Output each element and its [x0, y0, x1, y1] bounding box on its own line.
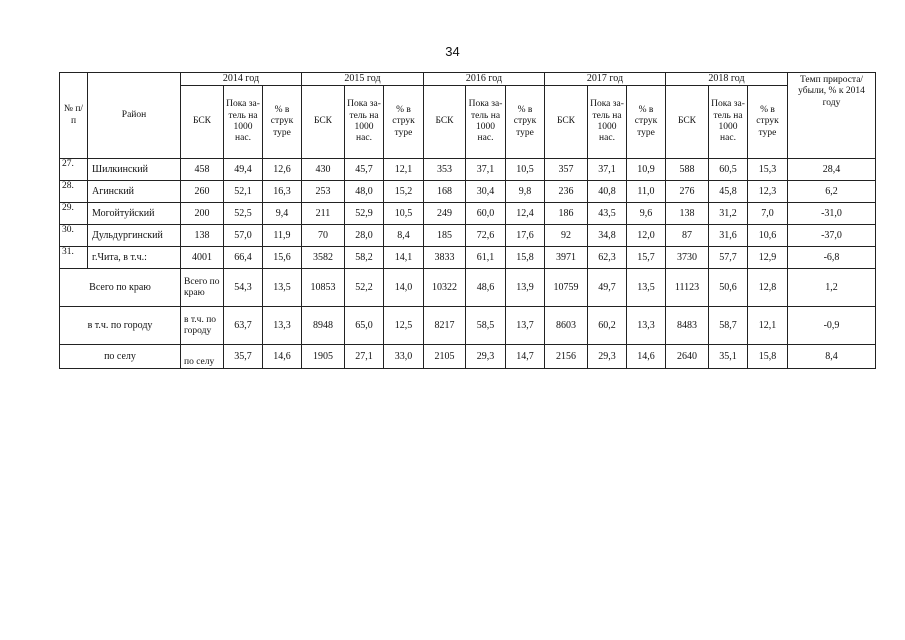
- table-cell: 9,6: [627, 203, 666, 225]
- table-cell: 37,1: [588, 159, 627, 181]
- growth-cell: -6,8: [788, 247, 876, 269]
- table-cell: 12,1: [384, 159, 424, 181]
- table-cell: 28,0: [345, 225, 384, 247]
- table-cell: 52,1: [224, 181, 263, 203]
- table-cell: 10759: [545, 269, 588, 307]
- table-cell: 3971: [545, 247, 588, 269]
- growth-cell: -0,9: [788, 307, 876, 345]
- table-cell: 8603: [545, 307, 588, 345]
- table-cell: 8217: [424, 307, 466, 345]
- district-name: Шилкинский: [88, 159, 181, 181]
- table-cell: 14,7: [506, 345, 545, 369]
- header-growth: Темп прироста/ убыли, % к 2014 году: [788, 73, 876, 159]
- table-cell: 57,0: [224, 225, 263, 247]
- table-cell: 52,9: [345, 203, 384, 225]
- table-cell: 17,6: [506, 225, 545, 247]
- table-cell: 15,7: [627, 247, 666, 269]
- table-cell: 33,0: [384, 345, 424, 369]
- header-num: № п/п: [60, 73, 88, 159]
- table-cell: 48,6: [466, 269, 506, 307]
- table-cell: 14,6: [263, 345, 302, 369]
- growth-cell: -37,0: [788, 225, 876, 247]
- table-cell: 15,6: [263, 247, 302, 269]
- table-cell: 253: [302, 181, 345, 203]
- table-row: [60, 203, 876, 225]
- table-cell: 13,3: [263, 307, 302, 345]
- table-cell: 12,8: [748, 269, 788, 307]
- table-cell: 260: [181, 181, 224, 203]
- table-cell: 138: [181, 225, 224, 247]
- table-cell: 8948: [302, 307, 345, 345]
- table-cell: 11,9: [263, 225, 302, 247]
- table-cell: 37,1: [466, 159, 506, 181]
- header-indicator: Пока за- тель на 1000 нас.: [345, 86, 384, 159]
- table-cell: 200: [181, 203, 224, 225]
- page-number: 34: [445, 44, 460, 59]
- table-cell: 70: [302, 225, 345, 247]
- aggregate-sublabel: в т.ч. по городу: [181, 307, 224, 345]
- table-cell: 430: [302, 159, 345, 181]
- table-cell: 16,3: [263, 181, 302, 203]
- table-cell: 92: [545, 225, 588, 247]
- header-year-2016: 2016 год: [424, 73, 545, 86]
- district-name: Дульдургинский: [88, 225, 181, 247]
- header-indicator: Пока за- тель на 1000 нас.: [466, 86, 506, 159]
- aggregate-sublabel: по селу: [181, 345, 224, 369]
- table-cell: 58,7: [709, 307, 748, 345]
- header-pct: % в струк туре: [748, 86, 788, 159]
- table-cell: 7,0: [748, 203, 788, 225]
- table-row: [60, 159, 876, 181]
- header-year-2014: 2014 год: [181, 73, 302, 86]
- header-bsk: БСК: [666, 86, 709, 159]
- header-bsk: БСК: [181, 86, 224, 159]
- table-cell: 31,6: [709, 225, 748, 247]
- growth-cell: 28,4: [788, 159, 876, 181]
- table-cell: 58,2: [345, 247, 384, 269]
- table-cell: 11,0: [627, 181, 666, 203]
- table-cell: 45,8: [709, 181, 748, 203]
- table-cell: 60,2: [588, 307, 627, 345]
- aggregate-sublabel: Всего по краю: [181, 269, 224, 307]
- table-cell: 13,5: [627, 269, 666, 307]
- table-cell: 13,9: [506, 269, 545, 307]
- table-cell: 9,4: [263, 203, 302, 225]
- table-cell: 62,3: [588, 247, 627, 269]
- aggregate-label: по селу: [60, 345, 181, 369]
- table-cell: 276: [666, 181, 709, 203]
- table-cell: 15,8: [748, 345, 788, 369]
- table-row: [60, 225, 876, 247]
- header-year-2015: 2015 год: [302, 73, 424, 86]
- table-cell: 12,0: [627, 225, 666, 247]
- aggregate-label: в т.ч. по городу: [60, 307, 181, 345]
- table-cell: 65,0: [345, 307, 384, 345]
- table-cell: 52,2: [345, 269, 384, 307]
- growth-cell: 1,2: [788, 269, 876, 307]
- table-cell: 236: [545, 181, 588, 203]
- table-cell: 2156: [545, 345, 588, 369]
- table-cell: 185: [424, 225, 466, 247]
- table-cell: 12,6: [263, 159, 302, 181]
- table-cell: 35,7: [224, 345, 263, 369]
- growth-cell: -31,0: [788, 203, 876, 225]
- header-pct: % в струк туре: [384, 86, 424, 159]
- aggregate-row: [60, 307, 876, 345]
- table-cell: 14,1: [384, 247, 424, 269]
- row-number: 30.: [60, 225, 88, 247]
- table-cell: 10,5: [384, 203, 424, 225]
- table-cell: 10,9: [627, 159, 666, 181]
- table-cell: 14,0: [384, 269, 424, 307]
- table-cell: 30,4: [466, 181, 506, 203]
- table-cell: 40,8: [588, 181, 627, 203]
- aggregate-row: [60, 269, 876, 307]
- table-cell: 72,6: [466, 225, 506, 247]
- table-cell: 12,9: [748, 247, 788, 269]
- table-cell: 8483: [666, 307, 709, 345]
- table-cell: 168: [424, 181, 466, 203]
- row-number: 31.: [60, 247, 88, 269]
- row-number: 27.: [60, 159, 88, 181]
- table-cell: 9,8: [506, 181, 545, 203]
- table-cell: 357: [545, 159, 588, 181]
- table-cell: 63,7: [224, 307, 263, 345]
- table-cell: 13,7: [506, 307, 545, 345]
- table-cell: 15,3: [748, 159, 788, 181]
- table-cell: 49,7: [588, 269, 627, 307]
- header-bsk: БСК: [545, 86, 588, 159]
- row-number: 29.: [60, 203, 88, 225]
- table-cell: 10853: [302, 269, 345, 307]
- table-cell: 60,5: [709, 159, 748, 181]
- table-cell: 12,4: [506, 203, 545, 225]
- aggregate-label: Всего по краю: [60, 269, 181, 307]
- table-cell: 3730: [666, 247, 709, 269]
- table-cell: 45,7: [345, 159, 384, 181]
- table-cell: 66,4: [224, 247, 263, 269]
- table-cell: 15,8: [506, 247, 545, 269]
- table-row: [60, 247, 876, 269]
- growth-cell: 6,2: [788, 181, 876, 203]
- header-indicator: Пока за- тель на 1000 нас.: [588, 86, 627, 159]
- table-cell: 2105: [424, 345, 466, 369]
- table-cell: 588: [666, 159, 709, 181]
- aggregate-row: [60, 345, 876, 369]
- table-cell: 54,3: [224, 269, 263, 307]
- header-pct: % в струк туре: [263, 86, 302, 159]
- row-number: 28.: [60, 181, 88, 203]
- table-cell: 10322: [424, 269, 466, 307]
- table-cell: 3582: [302, 247, 345, 269]
- table-cell: 1905: [302, 345, 345, 369]
- header-year-2017: 2017 год: [545, 73, 666, 86]
- table-cell: 57,7: [709, 247, 748, 269]
- table-cell: 10,5: [506, 159, 545, 181]
- table-cell: 34,8: [588, 225, 627, 247]
- table-cell: 11123: [666, 269, 709, 307]
- table-cell: 58,5: [466, 307, 506, 345]
- table-cell: 49,4: [224, 159, 263, 181]
- table-row: [60, 181, 876, 203]
- district-name: г.Чита, в т.ч.:: [88, 247, 181, 269]
- table-cell: 50,6: [709, 269, 748, 307]
- table-cell: 15,2: [384, 181, 424, 203]
- table-cell: 27,1: [345, 345, 384, 369]
- table-cell: 458: [181, 159, 224, 181]
- table-cell: 14,6: [627, 345, 666, 369]
- header-year-2018: 2018 год: [666, 73, 788, 86]
- table-cell: 13,3: [627, 307, 666, 345]
- growth-cell: 8,4: [788, 345, 876, 369]
- district-name: Агинский: [88, 181, 181, 203]
- header-pct: % в струк туре: [627, 86, 666, 159]
- table-cell: 60,0: [466, 203, 506, 225]
- district-name: Могойтуйский: [88, 203, 181, 225]
- table-cell: 13,5: [263, 269, 302, 307]
- table-cell: 3833: [424, 247, 466, 269]
- header-pct: % в струк туре: [506, 86, 545, 159]
- table-cell: 10,6: [748, 225, 788, 247]
- table-cell: 353: [424, 159, 466, 181]
- header-bsk: БСК: [302, 86, 345, 159]
- table-cell: 12,5: [384, 307, 424, 345]
- table-cell: 52,5: [224, 203, 263, 225]
- table-cell: 249: [424, 203, 466, 225]
- header-indicator: Пока за- тель на 1000 нас.: [224, 86, 263, 159]
- header-bsk: БСК: [424, 86, 466, 159]
- table-cell: 4001: [181, 247, 224, 269]
- table-cell: 61,1: [466, 247, 506, 269]
- header-district: Район: [88, 73, 181, 159]
- table-cell: 2640: [666, 345, 709, 369]
- table-cell: 12,1: [748, 307, 788, 345]
- table-cell: 8,4: [384, 225, 424, 247]
- table-cell: 87: [666, 225, 709, 247]
- table-cell: 48,0: [345, 181, 384, 203]
- table-cell: 186: [545, 203, 588, 225]
- table-cell: 43,5: [588, 203, 627, 225]
- table-cell: 31,2: [709, 203, 748, 225]
- table-cell: 35,1: [709, 345, 748, 369]
- table-cell: 29,3: [588, 345, 627, 369]
- statistics-table: [59, 72, 876, 369]
- table-cell: 29,3: [466, 345, 506, 369]
- header-indicator: Пока за- тель на 1000 нас.: [709, 86, 748, 159]
- table-cell: 138: [666, 203, 709, 225]
- table-cell: 12,3: [748, 181, 788, 203]
- table-cell: 211: [302, 203, 345, 225]
